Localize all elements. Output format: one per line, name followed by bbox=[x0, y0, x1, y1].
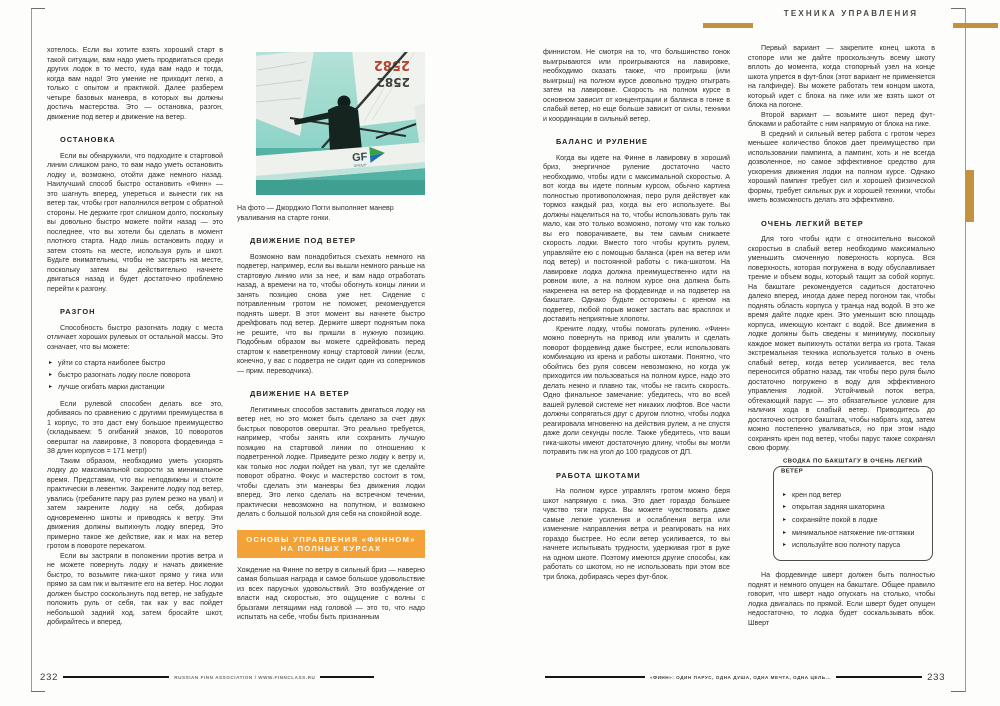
paragraph: Способность быстро разогнать лодку с места отличает хороших рулевых от остальной массы. Это означает, что вы можете: bbox=[47, 323, 223, 351]
paragraph: хотелось. Если вы хотите взять хороший старт в такой ситуации, вам надо уметь продвигаться среди других лодок в то место, куда вам надо и тогда, когда вам надо! Это умение не приходит легко, а только с опытом и практикой. Далее разберем четыре базовых маневра, в которых вы должны достичь мастерства. Это — остановка, разгон, движение под ветер и движение на ветер. bbox=[47, 46, 223, 121]
bullet-arrow-icon: ▸ bbox=[783, 491, 787, 498]
footer-right-page bbox=[545, 671, 945, 683]
paragraph: Возможно вам понадобиться съехать немного на подветер, например, если вы вышли немного раньше на стартовую линию или за нее, и вам надо отработать назад, а времени на то, чтобы обогнуть концы линии и занять позицию снова уже нет. Сидение с потравленным гротом не поможет, рекомендуется поднять шверт. В этот момент вы начнете быстро дрейфовать под ветер. Держите шверт поднятым пока не решите, что вы пришли в нужную позицию. Подобным образом вы можете сдрейфовать перед стартом к наветренному концу стартовой линии (если, конечно, у вас с подветра не сидит один из соперников — прим. переводчика). bbox=[237, 252, 425, 375]
paragraph: Если вы обнаружили, что подходите к стартовой линии слишком рано, то вам надо уметь остановить лодку и, возможно, отойти даже немного назад. Наилучший способ быстро остановить «Финн» — это шагнуть вперед, упереться и вынести гик на ветер так, чтобы грот наполнился ветром с обратной стороны. Не держите грот слишком долго, поскольку вы довольно быстро можете пойти назад — это последнее, что вы хотели бы сделать в момент плотного старта. Надо лишь остановить лодку и затем стоять на месте, используя руль и шкот. Будьте внимательны, чтобы не застрять на месте, поскольку затем вы действительно начнете двигаться назад и будет достаточно проблемно перейти к разгону. bbox=[47, 151, 223, 293]
bullet-arrow-icon: ▸ bbox=[49, 384, 53, 390]
photo-caption: На фото — Джорджио Погги выполняет маневр уваливания на старте гонки. bbox=[237, 204, 394, 222]
list-item-text: крен под ветер bbox=[792, 490, 842, 499]
orange-section-banner bbox=[237, 530, 425, 558]
banner-line-2: НА ПОЛНЫХ КУРСАХ bbox=[280, 544, 382, 553]
list-item bbox=[783, 516, 923, 526]
bullet-arrow-icon: ▸ bbox=[49, 360, 53, 366]
photo-sailor-body bbox=[328, 105, 362, 152]
list-item bbox=[49, 383, 223, 393]
paragraph: Когда вы идете на Финне в лавировку в хороший бриз, энергичное руление достаточно часто необходимо, чтобы идти с максимальной скоростью. А вот когда вы идете полным курсом, обычно картина полностью противоположная, перо руля действует как тормоз каждый раз, когда вы его используете. Вы должны нацелиться на то, чтобы использовать руль так мало, как это только возможно, потому что как только вы его поворачиваете, вы тем самым снижаете скорость лодки. Вместо того чтобы крутить рулем, управляйте ею с помощью баланса (крен на ветер или под ветер) и постоянной работы с гика-шкотом. На лавировке лодка должна преимущественно идти на ровном киле, а на полном курсе она должна быть накренена на ветер на фордевинде и на подветер на бакштаге. Однако будьте осторожны с креном на подветер, любой порыв может застать вас врасплох и доставить неприятные хлопоты. bbox=[543, 153, 730, 323]
footer-rule bbox=[63, 676, 169, 678]
right-page-edge bbox=[965, 8, 966, 692]
bullet-arrow-icon: ▸ bbox=[783, 542, 787, 549]
left-page-bottom-corner bbox=[31, 691, 45, 692]
summary-box bbox=[773, 458, 933, 562]
footer-rule bbox=[320, 676, 374, 678]
paragraph: Для того чтобы идти с относительно высокой скоростью в слабый ветер необходимо максимально уменьшить смоченную поверхность корпуса. Вся поверхность, которая погружена в воду обуславливает трение и объем воды, который тащит за собой корпус. На бакштаге рекомендуется садиться достаточно далеко вперед, иногда даже перед погоном так, чтобы поднять область корпуса у транца над водой. В это же время дайте лодке крен. Это уменьшит всю площадь корпуса, имеющую контакт с водой. Все движения в лодке должны быть сведены к минимуму, поскольку каждое может выпихнуть остатки ветра из грота. Такая экстремальная техника используется только в очень слабый ветер, когда ветер усиливается, вес тела переносится обратно назад, так чтобы перо руля было достаточно погружено в воду для эффективного управления лодкой. Устойчивый поток ветра, обтекающий парус — это обязательное условие для наличия хода в слабый ветер. Приводитесь до достаточно острого бакштага, чтобы набрать ход, затем можно постепенно уваливаться, но при этом надо сохранять крен под ветер, чтобы парус также сохранял свою форму. bbox=[748, 235, 935, 452]
list-item-text: уйти со старта наиболее быстро bbox=[58, 359, 166, 367]
left-page-edge bbox=[31, 8, 32, 692]
list-item-text: быстро разогнать лодку после поворота bbox=[58, 371, 191, 379]
paragraph: На фордевинде шверт должен быть полностью поднят и немного опущен на бакштаге. Общее правило говорит, что шверт надо опускать на столько, чтобы лодка двигалась по прямой. Если шверт будет опущен недостаточно, то лодка будет соскальзывать вбок. Шверт bbox=[748, 571, 935, 627]
svg-text:2582: 2582 bbox=[373, 57, 410, 72]
column-4 bbox=[748, 44, 935, 668]
footer-text-right: «ФИНН»: ОДИН ПАРУС, ОДНА ДУША, ОДНА МЕЧТА, ОДНА ЦЕЛЬ... bbox=[650, 674, 832, 680]
list-item-text: минимальное натяжение гик-оттяжки bbox=[792, 528, 915, 537]
section-heading-acceleration: РАЗГОН bbox=[60, 307, 96, 316]
paragraph: На полном курсе управлять гротом можно беря шкот напрямую с гика. Это дает гораздо большее чувство тяги паруса. Вы можете чувствовать даже самые легкие усиления и ослабления ветра или изменение направления ветра и реагировать на них гораздо быстрее. Но если ветер усиливается, то вы начнете испытывать трудности, удерживая грот в руке на одном шкоте. Поэтому имеются другие способы, как работать со шкотом, но не использовать при этом все три блока, добираясь через фут-блок. bbox=[543, 487, 730, 581]
section-heading-stop: ОСТАНОВКА bbox=[60, 135, 116, 144]
list-item-text: лучше огибать марки дистанции bbox=[58, 383, 165, 391]
section-heading-upwind: ДВИЖЕНИЕ НА ВЕТЕР bbox=[250, 389, 350, 398]
list-item-text: открытая задняя шкаторина bbox=[792, 503, 885, 512]
footer-text-left: RUSSIAN FINN ASSOCIATION / WWW.FINNCLASS.RU bbox=[174, 674, 316, 680]
footer-left-page bbox=[40, 671, 374, 683]
list-item bbox=[783, 529, 923, 539]
paragraph: Хождение на Финне по ветру в сильный бриз — наверно самая большая награда и самое большое удовольствие из всех парусных удовольствий. Это возбуждение от власти над скоростью, это ощущение с волны с брызгами летящими над головой — это то, что надо испытать на себе, чтобы быть признанным bbox=[237, 565, 425, 621]
svg-text:2582: 2582 bbox=[376, 75, 410, 89]
running-header-title: ТЕХНИКА УПРАВЛЕНИЯ bbox=[783, 9, 919, 18]
paragraph: Первый вариант — закрепите конец шкота в стопоре или же дайте проскользнуть всему шкоту вплоть до момента, когда стопорный узел на конце шкота упрется в фут-блок (этот вариант не применяется на галфинде). Вы можете работать тем концом шкота, который идет с блока на гике или же взять шкот от блока на погоне. bbox=[748, 44, 935, 109]
bullet-list bbox=[49, 359, 223, 393]
photo-foreground-water bbox=[256, 180, 425, 195]
page-number-left: 232 bbox=[40, 671, 59, 683]
bullet-arrow-icon: ▸ bbox=[783, 517, 787, 524]
section-heading-downwind: ДВИЖЕНИЕ ПОД ВЕТЕР bbox=[250, 236, 357, 245]
column-1 bbox=[47, 46, 223, 670]
paragraph: Крените лодку, чтобы помогать рулению. «Финн» можно повернуть на привод или увалить и сделать поворот фордевинд даже быстрее, если использовать комбинацию из крена и работы шкотами. Понятно, что обойтись без руля совсем невозможно, но когда уж приходится им пользоваться на полном курсе, надо это делать нежно и плавно так, чтобы не гасить скорость. Одно финальное замечание: убедитесь, что во всей вашей рулевой системе нет никаких люфтов. Все части должны сопрягаться друг с другом плотно, чтобы лодка реагировала мгновенно на действия рулем, а не спустя даже доли секунды после. Также убедитесь, что ваши гика-шкоты имеют достаточную длину, чтобы вы могли потравить гик на угол до 100 градусов от ДП. bbox=[543, 324, 730, 456]
column-3 bbox=[543, 48, 730, 672]
paragraph: финнистом. Не смотря на то, что большинство гонок выигрываются или проигрываются на лавировке, необходимо сказать также, что проигрыш (или выигрыш) на полном курсе довольно трудно отыграть затем на лавировке. Скорость на полном курсе в основном зависит от концентрации и баланса в гонке в слабый ветер, но еще больше зависит от силы, техники и координации в сильный ветер. bbox=[543, 48, 730, 123]
photo-sail-number-dark bbox=[377, 75, 410, 89]
photo-sailing-start-maneuver bbox=[256, 52, 425, 195]
list-item-text: используйте всю полноту паруса bbox=[792, 541, 901, 550]
svg-text:GF: GF bbox=[351, 151, 368, 165]
list-item bbox=[783, 503, 923, 513]
paragraph: Второй вариант — возьмите шкот перед фут-блоками и работайте с ним напрямую от блока на гике. bbox=[748, 110, 935, 128]
list-item bbox=[783, 491, 923, 501]
section-heading-balance-steering: БАЛАНС И РУЛЕНИЕ bbox=[556, 137, 648, 146]
summary-box-title: СВОДКА ПО БАКШТАГУ В ОЧЕНЬ ЛЕГКИЙ ВЕТЕР bbox=[781, 458, 923, 475]
footer-rule bbox=[836, 676, 922, 678]
banner-line-1: ОСНОВЫ УПРАВЛЕНИЯ «ФИННОМ» bbox=[246, 534, 416, 544]
bullet-arrow-icon: ▸ bbox=[49, 372, 53, 378]
header-accent-bar-right bbox=[953, 23, 998, 28]
header-accent-bar-left bbox=[703, 23, 753, 28]
bullet-arrow-icon: ▸ bbox=[783, 504, 787, 511]
right-page-bottom-corner bbox=[951, 691, 965, 692]
paragraph: Легитимных способов заставить двигаться лодку на ветер нет, но это может быть сделано за счет двух быстрых поворотов оверштаг. Это реально требуется, например, чтобы занять или сохранить лучшую позицию на стартовой линии по отношению к подветренной лодке. Приведите резко лодку к ветру и, как только нос лодки пойдет на увал, тут же сделайте поворот обратно. Фокус и мастерство состоит в том, чтобы сделать эти маневры без движения лодки вперед. Это легко сделать на встречном течении, практически невозможно на попутном, и возможно делать с большой пользой для себя на спокойной воде. bbox=[237, 405, 425, 518]
section-heading-very-light-wind: ОЧЕНЬ ЛЕГКИЙ ВЕТЕР bbox=[761, 218, 864, 228]
list-item bbox=[49, 371, 223, 381]
list-item-text: сохраняйте покой в лодке bbox=[792, 516, 878, 525]
right-page-top-corner bbox=[951, 8, 965, 9]
paragraph: Если вы застряли в положении против ветра и не можете повернуть лодку и начать движение быстро, то возьмите гика-шкот прямо у гика или прямо за сам гик и вытяните его на ветер. Нос лодки должен быстро соскользнуть под ветер, не забудьте положить руль от себя, так как у вас пойдет небольшой задний ход, затем бросайте шкот, добирайтесь и вперед. bbox=[47, 551, 223, 626]
footer-rule bbox=[545, 676, 645, 678]
list-item bbox=[49, 359, 223, 369]
column-2 bbox=[237, 46, 425, 670]
svg-text:GROUP: GROUP bbox=[353, 163, 367, 169]
chapter-side-tab bbox=[966, 170, 974, 222]
bullet-arrow-icon: ▸ bbox=[783, 529, 787, 536]
paragraph: Таким образом, необходимо уметь ускорять лодку до максимальной скорости за минимальное время. Представим, что вы неподвижны и стоите практически в левентик. Закрените лодку под ветер, увались (гребаните пару раз рулем резко на увал) и затем закрените лодку на себя, добирая одновременно шкоты и приводясь к ветру. Эти движения должны выпихнуть лодку вперед. Это примерно такое же действие, как и мах на ветер гротом в повороте перекатом. bbox=[47, 456, 223, 550]
paragraph: В средний и сильный ветер работа с гротом через меньшее количество блоков дает преимущество при использовании пампинга, а пампинг, хоть и не всегда дозволенное, но самое эффективное средство для ускорения движения лодки на полном курсе. Однако хороший пампинг требует сил и хорошей физической формы, требует сильных рук и хорошей техники, чтобы иметь возможность делать это эффективно. bbox=[748, 129, 935, 204]
list-item bbox=[783, 541, 923, 551]
paragraph: Если рулевой способен делать все это, добиваясь по сравнению с другими преимущества в 1 корпус, то это даст ему большое преимущество (складываем: 5 огибаний знаков, 10 поворотов оверштаг на лавировке, 3 поворота фордевинда = 38 длин корпусов = 171 метр!) bbox=[47, 399, 223, 455]
left-page-top-corner bbox=[31, 8, 45, 9]
section-heading-sheet-work: РАБОТА ШКОТАМИ bbox=[556, 470, 641, 480]
page-number-right: 233 bbox=[927, 671, 946, 683]
